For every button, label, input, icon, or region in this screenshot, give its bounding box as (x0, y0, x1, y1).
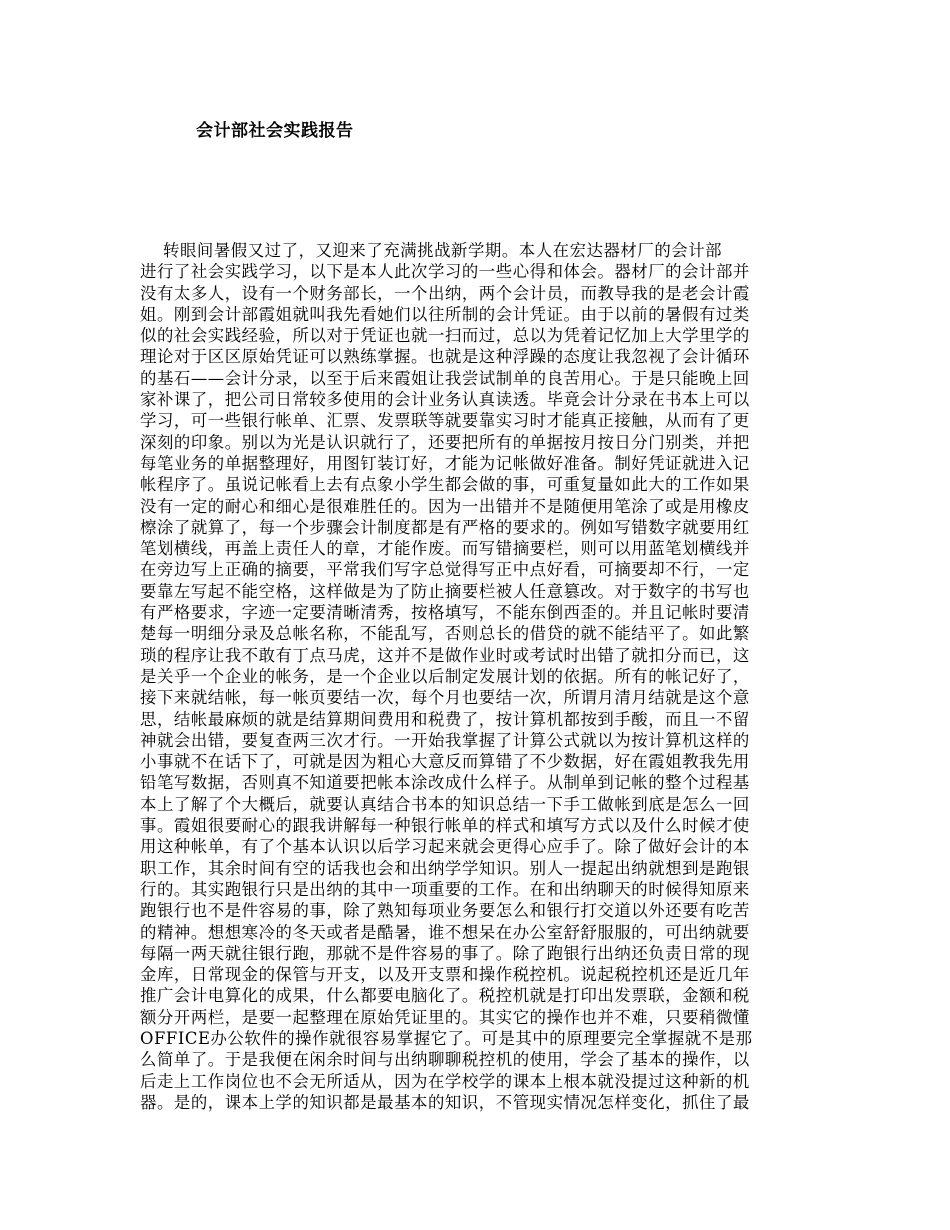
body-text-line: 在旁边写上正确的摘要，平常我们写字总觉得写正中点好看，可摘要却不行，一定 (140, 560, 750, 580)
body-text-line: 跑银行也不是件容易的事，除了熟知每项业务要怎么和银行打交道以外还要有吃苦 (140, 901, 750, 921)
body-text-line: 每隔一两天就往银行跑，那就不是件容易的事了。除了跑银行出纳还负责日常的现 (140, 943, 750, 963)
body-text-line: 后走上工作岗位也不会无所适从，因为在学校学的课本上根本就没提过这种新的机 (140, 1071, 750, 1091)
body-text-line: 姐。刚到会计部霞姐就叫我先看她们以往所制的会计凭证。由于以前的暑假有过类 (140, 304, 750, 324)
body-text-line: 接下来就结帐，每一帐页要结一次，每个月也要结一次，所谓月清月结就是这个意 (140, 688, 750, 708)
body-text-line: 要靠左写起不能空格，这样做是为了防止摘要栏被人任意篡改。对于数字的书写也 (140, 581, 750, 601)
body-text-line: 是关乎一个企业的帐务，是一个企业以后制定发展计划的依据。所有的帐记好了， (140, 666, 750, 686)
body-text-line: 用这种帐单，有了个基本认识以后学习起来就会更得心应手了。除了做好会计的本 (140, 837, 750, 857)
body-text-line: 的精神。想想寒冷的冬天或者是酷暑，谁不想呆在办公室舒舒服服的，可出纳就要 (140, 922, 750, 942)
body-text-line: 转眼间暑假又过了，又迎来了充满挑战新学期。本人在宏达器材厂的会计部 (140, 241, 723, 260)
body-text-line: 琐的程序让我不敢有丁点马虎，这并不是做作业时或考试时出错了就扣分而已，这 (140, 645, 750, 665)
body-text-line: 檫涂了就算了，每一个步骤会计制度都是有严格的要求的。例如写错数字就要用红 (140, 517, 750, 537)
body-text-line: 职工作，其余时间有空的话我也会和出纳学学知识。别人一提起出纳就想到是跑银 (140, 858, 750, 878)
body-text-line: 本上了解了个大概后，就要认真结合书本的知识总结一下手工做帐到底是怎么一回 (140, 794, 750, 814)
body-text-line: 额分开两栏，是要一起整理在原始凭证里的。其实它的操作也并不难，只要稍微懂 (140, 1007, 750, 1027)
body-text-line: 每笔业务的单据整理好，用图钉装订好，才能为记帐做好准备。制好凭证就进入记 (140, 453, 750, 473)
body-text-line: 笔划横线，再盖上责任人的章，才能作废。而写错摘要栏，则可以用蓝笔划横线并 (140, 539, 750, 559)
body-text-line: 学习，可一些银行帐单、汇票、发票联等就要靠实习时才能真正接触，从而有了更 (140, 411, 750, 431)
body-text-line: 楚每一明细分录及总帐名称，不能乱写，否则总长的借贷的就不能结平了。如此繁 (140, 624, 750, 644)
body-text-line: 的基石——会计分录，以至于后来霞姐让我尝试制单的良苦用心。于是只能晚上回 (140, 368, 750, 388)
body-text-line: 推广会计电算化的成果，什么都要电脑化了。税控机就是打印出发票联，金额和税 (140, 986, 750, 1006)
body-text-line: 器。是的，课本上学的知识都是最基本的知识，不管现实情况怎样变化，抓住了最 (140, 1092, 750, 1112)
body-text-line: 家补课了，把公司日常较多使用的会计业务认真读透。毕竟会计分录在书本上可以 (140, 390, 750, 410)
body-text-line: OFFICE办公软件的操作就很容易掌握它了。可是其中的原理要完全掌握就不是那 (140, 1028, 753, 1048)
body-text-line: 么简单了。于是我便在闲余时间与出纳聊聊税控机的使用，学会了基本的操作，以 (140, 1050, 750, 1070)
body-text-line: 思，结帐最麻烦的就是结算期间费用和税费了，按计算机都按到手酸，而且一不留 (140, 709, 750, 729)
body-text-line: 似的社会实践经验，所以对于凭证也就一扫而过，总以为凭着记忆加上大学里学的 (140, 326, 750, 346)
body-text-line: 深刻的印象。别以为光是认识就行了，还要把所有的单据按月按日分门别类，并把 (140, 432, 750, 452)
body-text-line: 没有太多人，设有一个财务部长，一个出纳，两个会计员，而教导我的是老会计霞 (140, 283, 750, 303)
body-text-line: 帐程序了。虽说记帐看上去有点象小学生都会做的事，可重复量如此大的工作如果 (140, 475, 750, 495)
document-body (140, 240, 816, 1113)
body-text-line: 理论对于区区原始凭证可以熟练掌握。也就是这种浮躁的态度让我忽视了会计循环 (140, 347, 750, 367)
body-text-line: 铅笔写数据，否则真不知道要把帐本涂改成什么样子。从制单到记帐的整个过程基 (140, 773, 750, 793)
body-text-line: 行的。其实跑银行只是出纳的其中一项重要的工作。在和出纳聊天的时候得知原来 (140, 879, 750, 899)
body-text-line: 小事就不在话下了，可就是因为粗心大意反而算错了不少数据，好在霞姐教我先用 (140, 752, 750, 772)
body-text-line: 没有一定的耐心和细心是很难胜任的。因为一出错并不是随便用笔涂了或是用橡皮 (140, 496, 750, 516)
body-text-line: 神就会出错，要复查两三次才行。一开始我掌握了计算公式就以为按计算机这样的 (140, 730, 750, 750)
body-text-line: 金库，日常现金的保管与开支，以及开支票和操作税控机。说起税控机还是近几年 (140, 965, 750, 985)
body-text-line: 事。霞姐很要耐心的跟我讲解每一种银行帐单的样式和填写方式以及什么时候才使 (140, 816, 750, 836)
document-title: 会计部社会实践报告 (196, 121, 354, 141)
body-text-line: 进行了社会实践学习，以下是本人此次学习的一些心得和体会。器材厂的会计部并 (140, 262, 750, 282)
body-text-line: 有严格要求，字迹一定要清晰清秀，按格填写，不能东倒西歪的。并且记帐时要清 (140, 603, 750, 623)
